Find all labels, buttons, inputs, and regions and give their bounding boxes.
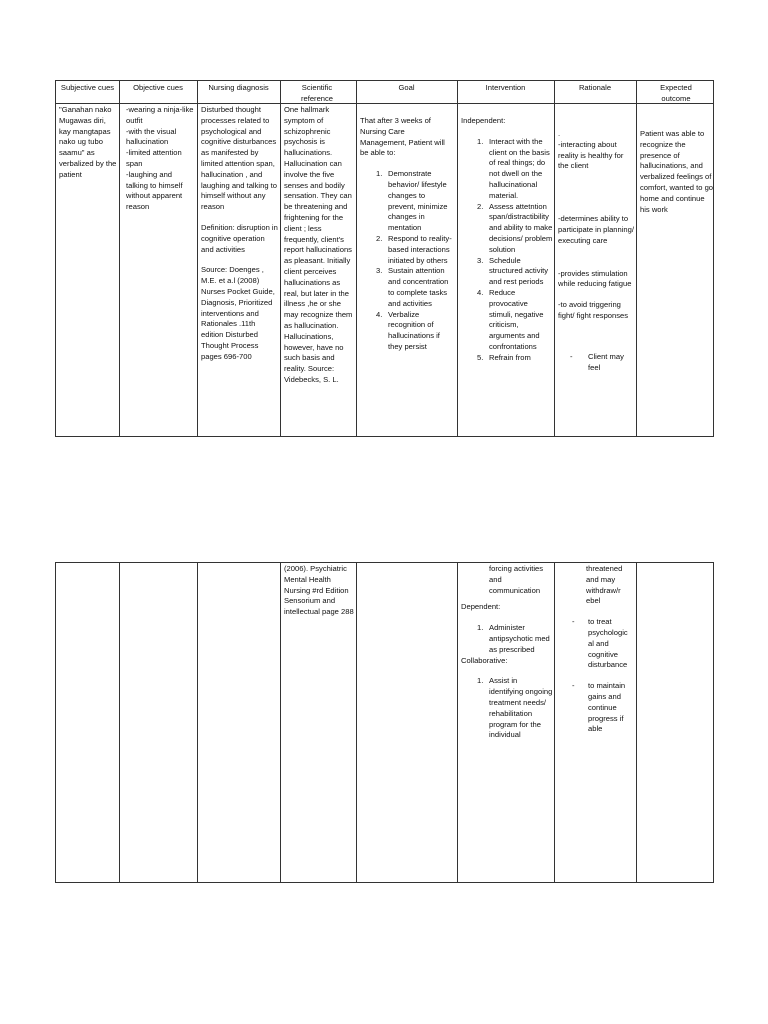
goal-list — [360, 169, 453, 353]
rationale-cell — [558, 129, 635, 436]
column-divider — [554, 563, 555, 882]
rationale-item: - to maintain gains and continue progress if able — [572, 681, 626, 734]
objective-cue: -wearing a ninja-like outfit — [126, 105, 194, 125]
intervention-item: 1. Administer antipsychotic med as prescribed — [477, 623, 550, 654]
header-intervention: Intervention — [485, 83, 526, 92]
intervention-continued-text: forcing activities and communication — [489, 564, 544, 595]
intervention-item: 3. Schedule structured activity and rest periods — [477, 255, 549, 287]
goal-item: 4. Verbalize recognition of hallucinations if they persist — [376, 309, 440, 351]
objective-cue: -laughing and talking to himself without apparent reason — [126, 169, 183, 212]
column-divider — [197, 563, 198, 882]
header-nursing-diagnosis: Nursing diagnosis — [208, 83, 269, 92]
intervention-item: 1. Assist in identifying ongoing treatment needs/ rehabilitation program for the individual — [477, 676, 553, 740]
header-goal: Goal — [398, 83, 415, 92]
dependent-list — [461, 623, 553, 655]
column-divider — [457, 563, 458, 882]
column-divider — [554, 81, 555, 436]
column-divider — [636, 563, 637, 882]
goal-item: 2. Respond to reality-based interactions initiated by others — [376, 233, 452, 265]
diagnosis-source: Source: Doenges , M.E. et a.l (2008) Nurses Pocket Guide, Diagnosis, Prioritized interventions and Rationales .11th edition Disturbed Thought Process pages 696-700 — [201, 265, 275, 361]
column-divider — [119, 563, 120, 882]
column-divider — [280, 563, 281, 882]
scientific-reference-text: One hallmark symptom of schizophrenic psychosis is hallucinations. Hallucination can involve the five senses and bodily sensation. They can be threatening and frightening for the client ; less frequently, client's report hallucinations as pleasant. Initially client perceives hallucinations as real, but later in the illness ,he or she may recognize them as hallucination. Hallucinations, however, have no such basis and reality. Source: Videbecks, S. L. — [284, 105, 353, 384]
column-divider — [636, 81, 637, 436]
header-scientific-reference: Scientific reference — [300, 83, 334, 103]
column-divider — [280, 81, 281, 436]
rationale-continued-text: threatened and may withdraw/r ebel — [586, 564, 623, 606]
intervention-heading-dependent: Dependent: — [461, 602, 501, 612]
nursing-diagnosis-cell — [201, 105, 279, 435]
rationale-marker: . — [558, 129, 561, 138]
intervention-heading-independent: Independent: — [461, 116, 506, 125]
rationale-item: - Client may feel — [570, 351, 624, 372]
care-plan-table-page-2 — [55, 562, 714, 883]
header-divider — [56, 103, 713, 104]
header-expected-outcome: Expected outcome — [660, 83, 692, 103]
diagnosis-definition: Definition: disruption in cognitive operation and activities — [201, 222, 278, 254]
diagnosis-statement: Disturbed thought processes related to psychological and cognitive disturbances as manifested by limited attention span, hallucination , and laughing and talking to himself without any reason — [201, 105, 277, 212]
scientific-reference-continued — [284, 564, 356, 664]
rationale-continued — [558, 564, 635, 864]
column-divider — [197, 81, 198, 436]
column-divider — [356, 81, 357, 436]
scientific-reference-cell — [284, 105, 356, 436]
subjective-cues-cell — [59, 105, 117, 435]
goal-item: 1. Demonstrate behavior/ lifestyle changes to prevent, minimize changes in mentation — [376, 169, 448, 233]
intervention-cell — [461, 116, 553, 436]
goal-cell — [360, 116, 453, 436]
intervention-heading-collaborative: Collaborative: — [461, 655, 508, 665]
intervention-item: 1. Interact with the client on the basis of real things; do not dwell on the hallucinational material. — [477, 136, 550, 200]
care-plan-table-page-1 — [55, 80, 714, 437]
goal-intro: That after 3 weeks of Nursing Care Management, Patient will be able to: — [360, 116, 445, 158]
objective-cues-cell — [126, 105, 196, 435]
rationale-item: - to treat psychologic al and cognitive disturbance — [572, 617, 628, 670]
collaborative-list — [461, 676, 553, 741]
header-objective-cues: Objective cues — [133, 83, 183, 92]
intervention-item: 4. Reduce provocative stimuli, negative criticism, arguments and confrontations — [477, 287, 544, 351]
rationale-item: -determines ability to participate in planning/ executing care — [558, 214, 634, 245]
rationale-item: -provides stimulation while reducing fatigue — [558, 268, 632, 289]
intervention-item: 5. Refrain from — [477, 352, 531, 362]
expected-outcome-text: Patient was able to recognize the presence of hallucinations, and verbalized feelings of comfort, wanted to go home and continue his work — [640, 129, 714, 214]
rationale-item: -interacting about reality is healthy for the client — [558, 139, 624, 171]
subjective-cues-text: "Ganahan nako Mugawas diri, kay mangtapas nako ug tubo saamu" as verbalized by the patient — [59, 105, 117, 179]
intervention-continued — [461, 564, 553, 864]
header-subjective-cues: Subjective cues — [60, 83, 115, 92]
objective-cue: -limited attention span — [126, 148, 182, 168]
column-divider — [356, 563, 357, 882]
scientific-reference-text: (2006). Psychiatric Mental Health Nursing #rd Edition Sensorium and intellectual page 288 — [284, 564, 354, 617]
column-divider — [119, 81, 120, 436]
intervention-item: 2. Assess attetntion span/distractibility and ability to make decisions/ problem solution — [477, 201, 553, 254]
header-rationale: Rationale — [578, 83, 612, 92]
intervention-list — [461, 137, 553, 364]
column-divider — [457, 81, 458, 436]
objective-cue: -with the visual hallucination — [126, 126, 177, 147]
rationale-item: -to avoid triggering fight/ fight responses — [558, 300, 629, 320]
goal-item: 3. Sustain attention and concentration to complete tasks and activities — [376, 266, 449, 308]
expected-outcome-cell — [640, 129, 714, 436]
